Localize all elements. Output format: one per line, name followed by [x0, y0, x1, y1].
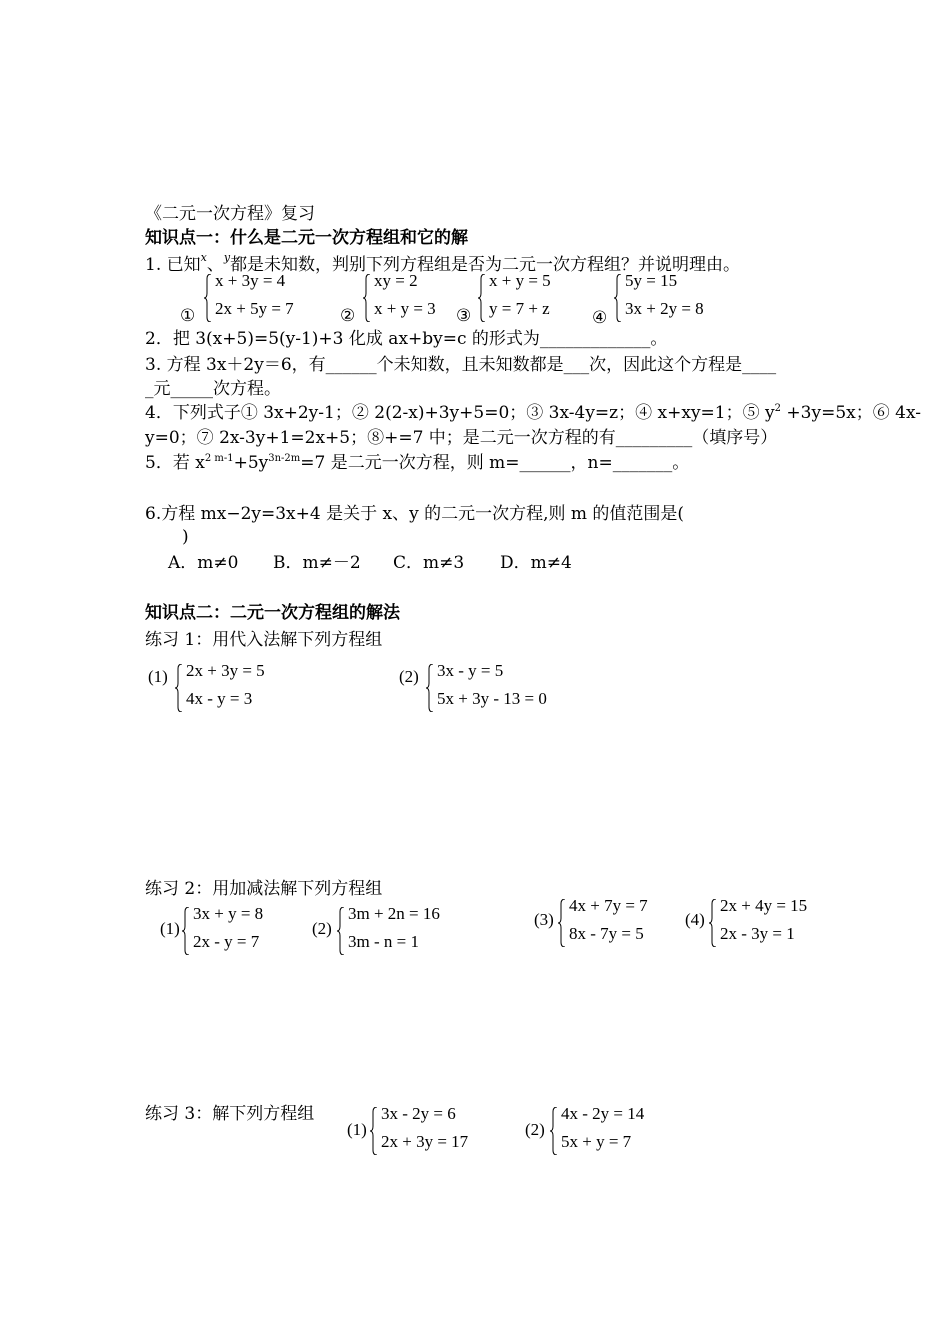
- equation-2: 5x + y = 7: [561, 1132, 632, 1151]
- q5-text-b: +5y: [233, 453, 269, 473]
- equation-2: 3x + 2y = 8: [625, 299, 704, 318]
- question-6-line-1: 6.方程 mx−2y=3x+4 是关于 x、y 的二元一次方程,则 m 的值范围是(: [145, 504, 685, 524]
- q5-text-a: 5．若 x: [145, 453, 205, 473]
- question-3-line-2: _元_____次方程。: [145, 379, 281, 399]
- equation-2: 2x + 5y = 7: [215, 299, 294, 318]
- system-label: (3): [534, 910, 554, 929]
- equation-1: 3x + y = 8: [193, 904, 264, 923]
- circled-marker: ②: [340, 306, 356, 325]
- equation-2: 4x - y = 3: [186, 689, 253, 708]
- equation-2: 2x - 3y = 1: [720, 924, 795, 943]
- var-y: y: [223, 251, 231, 264]
- equation-1: xy = 2: [374, 271, 418, 290]
- q5-superscript-1: 2 m-1: [204, 453, 234, 464]
- question-2: 2．把 3(x+5)=5(y-1)+3 化成 ax+by=c 的形式为_____________。: [145, 329, 668, 349]
- q6-option-d: D．m≠4: [500, 553, 572, 573]
- equation-1: 5y = 15: [625, 271, 678, 290]
- system-label: (2): [312, 919, 332, 938]
- equation-1: 4x - 2y = 14: [561, 1104, 645, 1123]
- exercise-2-title: 练习 2：用加减法解下列方程组: [145, 879, 383, 899]
- system-label: (4): [685, 910, 705, 929]
- equation-1: 2x + 4y = 15: [720, 896, 808, 915]
- brace-icon: [175, 664, 182, 712]
- system-label: (2): [525, 1120, 545, 1139]
- brace-icon: [550, 1107, 557, 1155]
- equation-2: x + y = 3: [374, 299, 436, 318]
- question-5: [145, 453, 689, 473]
- brace-icon: [182, 907, 189, 955]
- equation-1: 3m + 2n = 16: [348, 904, 440, 923]
- brace-icon: [614, 274, 621, 322]
- question-4-line-1: [145, 403, 921, 423]
- q6-option-c: C．m≠3: [393, 553, 465, 573]
- question-6-line-2: ): [182, 527, 189, 547]
- circled-marker: ④: [592, 308, 608, 327]
- var-x: x: [200, 251, 207, 264]
- q5-superscript-2: 3n-2m: [268, 453, 301, 464]
- q1-text-start: 1. 已知: [145, 255, 201, 275]
- brace-icon: [558, 899, 565, 947]
- question-4-line-2: y=0；⑦ 2x-3y+1=2x+5；⑧+=7 中；是二元一次方程的有_________（填序号）: [145, 428, 778, 448]
- q4-superscript: 2: [774, 403, 782, 414]
- brace-icon: [478, 274, 485, 322]
- exercise-3-title: 练习 3：解下列方程组: [145, 1104, 315, 1124]
- equation-1: 2x + 3y = 5: [186, 661, 265, 680]
- equation-1: 3x - 2y = 6: [381, 1104, 456, 1123]
- equation-1: x + y = 5: [489, 271, 551, 290]
- equation-2: 2x - y = 7: [193, 932, 260, 951]
- brace-icon: [337, 907, 344, 955]
- section-2-heading: 知识点二：二元一次方程组的解法: [145, 603, 400, 623]
- brace-icon: [204, 274, 211, 322]
- question-3-line-1: 3. 方程 3x＋2y＝6，有______个未知数，且未知数都是___次，因此这个方程是____: [145, 355, 777, 375]
- equation-1: 4x + 7y = 7: [569, 896, 648, 915]
- circled-marker: ③: [456, 306, 472, 325]
- q4-text-start: 4．下列式子① 3x+2y-1；② 2(2-x)+3y+5=0；③ 3x-4y=z；④ x+xy=1；⑤ y: [145, 403, 775, 423]
- system-label: (1): [347, 1120, 367, 1139]
- q1-text-end: 都是未知数，判别下列方程组是否为二元一次方程组？并说明理由。: [230, 255, 741, 275]
- brace-icon: [363, 274, 370, 322]
- system-label: (2): [399, 667, 419, 686]
- equation-2: 2x + 3y = 17: [381, 1132, 469, 1151]
- q5-text-c: =7 是二元一次方程，则 m=______，n=_______。: [300, 453, 690, 473]
- q1-sep: 、: [206, 255, 224, 275]
- exercise-1-title: 练习 1：用代入法解下列方程组: [145, 630, 383, 650]
- brace-icon: [709, 899, 716, 947]
- equation-2: 3m - n = 1: [348, 932, 419, 951]
- equation-1: x + 3y = 4: [215, 271, 286, 290]
- equation-1: 3x - y = 5: [437, 661, 504, 680]
- section-1-heading: 知识点一：什么是二元一次方程组和它的解: [145, 228, 468, 248]
- brace-icon: [370, 1107, 377, 1155]
- q6-option-b: B．m≠－2: [273, 553, 361, 573]
- equation-2: 5x + 3y - 13 = 0: [437, 689, 547, 708]
- equation-2: 8x - 7y = 5: [569, 924, 644, 943]
- system-label: (1): [148, 667, 168, 686]
- system-label: (1): [160, 919, 180, 938]
- q6-option-a: A．m≠0: [168, 553, 239, 573]
- equation-2: y = 7 + z: [489, 299, 550, 318]
- brace-icon: [426, 664, 433, 712]
- circled-marker: ①: [180, 306, 196, 325]
- q4-text-end: +3y=5x；⑥ 4x-: [781, 403, 921, 423]
- page-title: 《二元一次方程》复习: [145, 204, 315, 224]
